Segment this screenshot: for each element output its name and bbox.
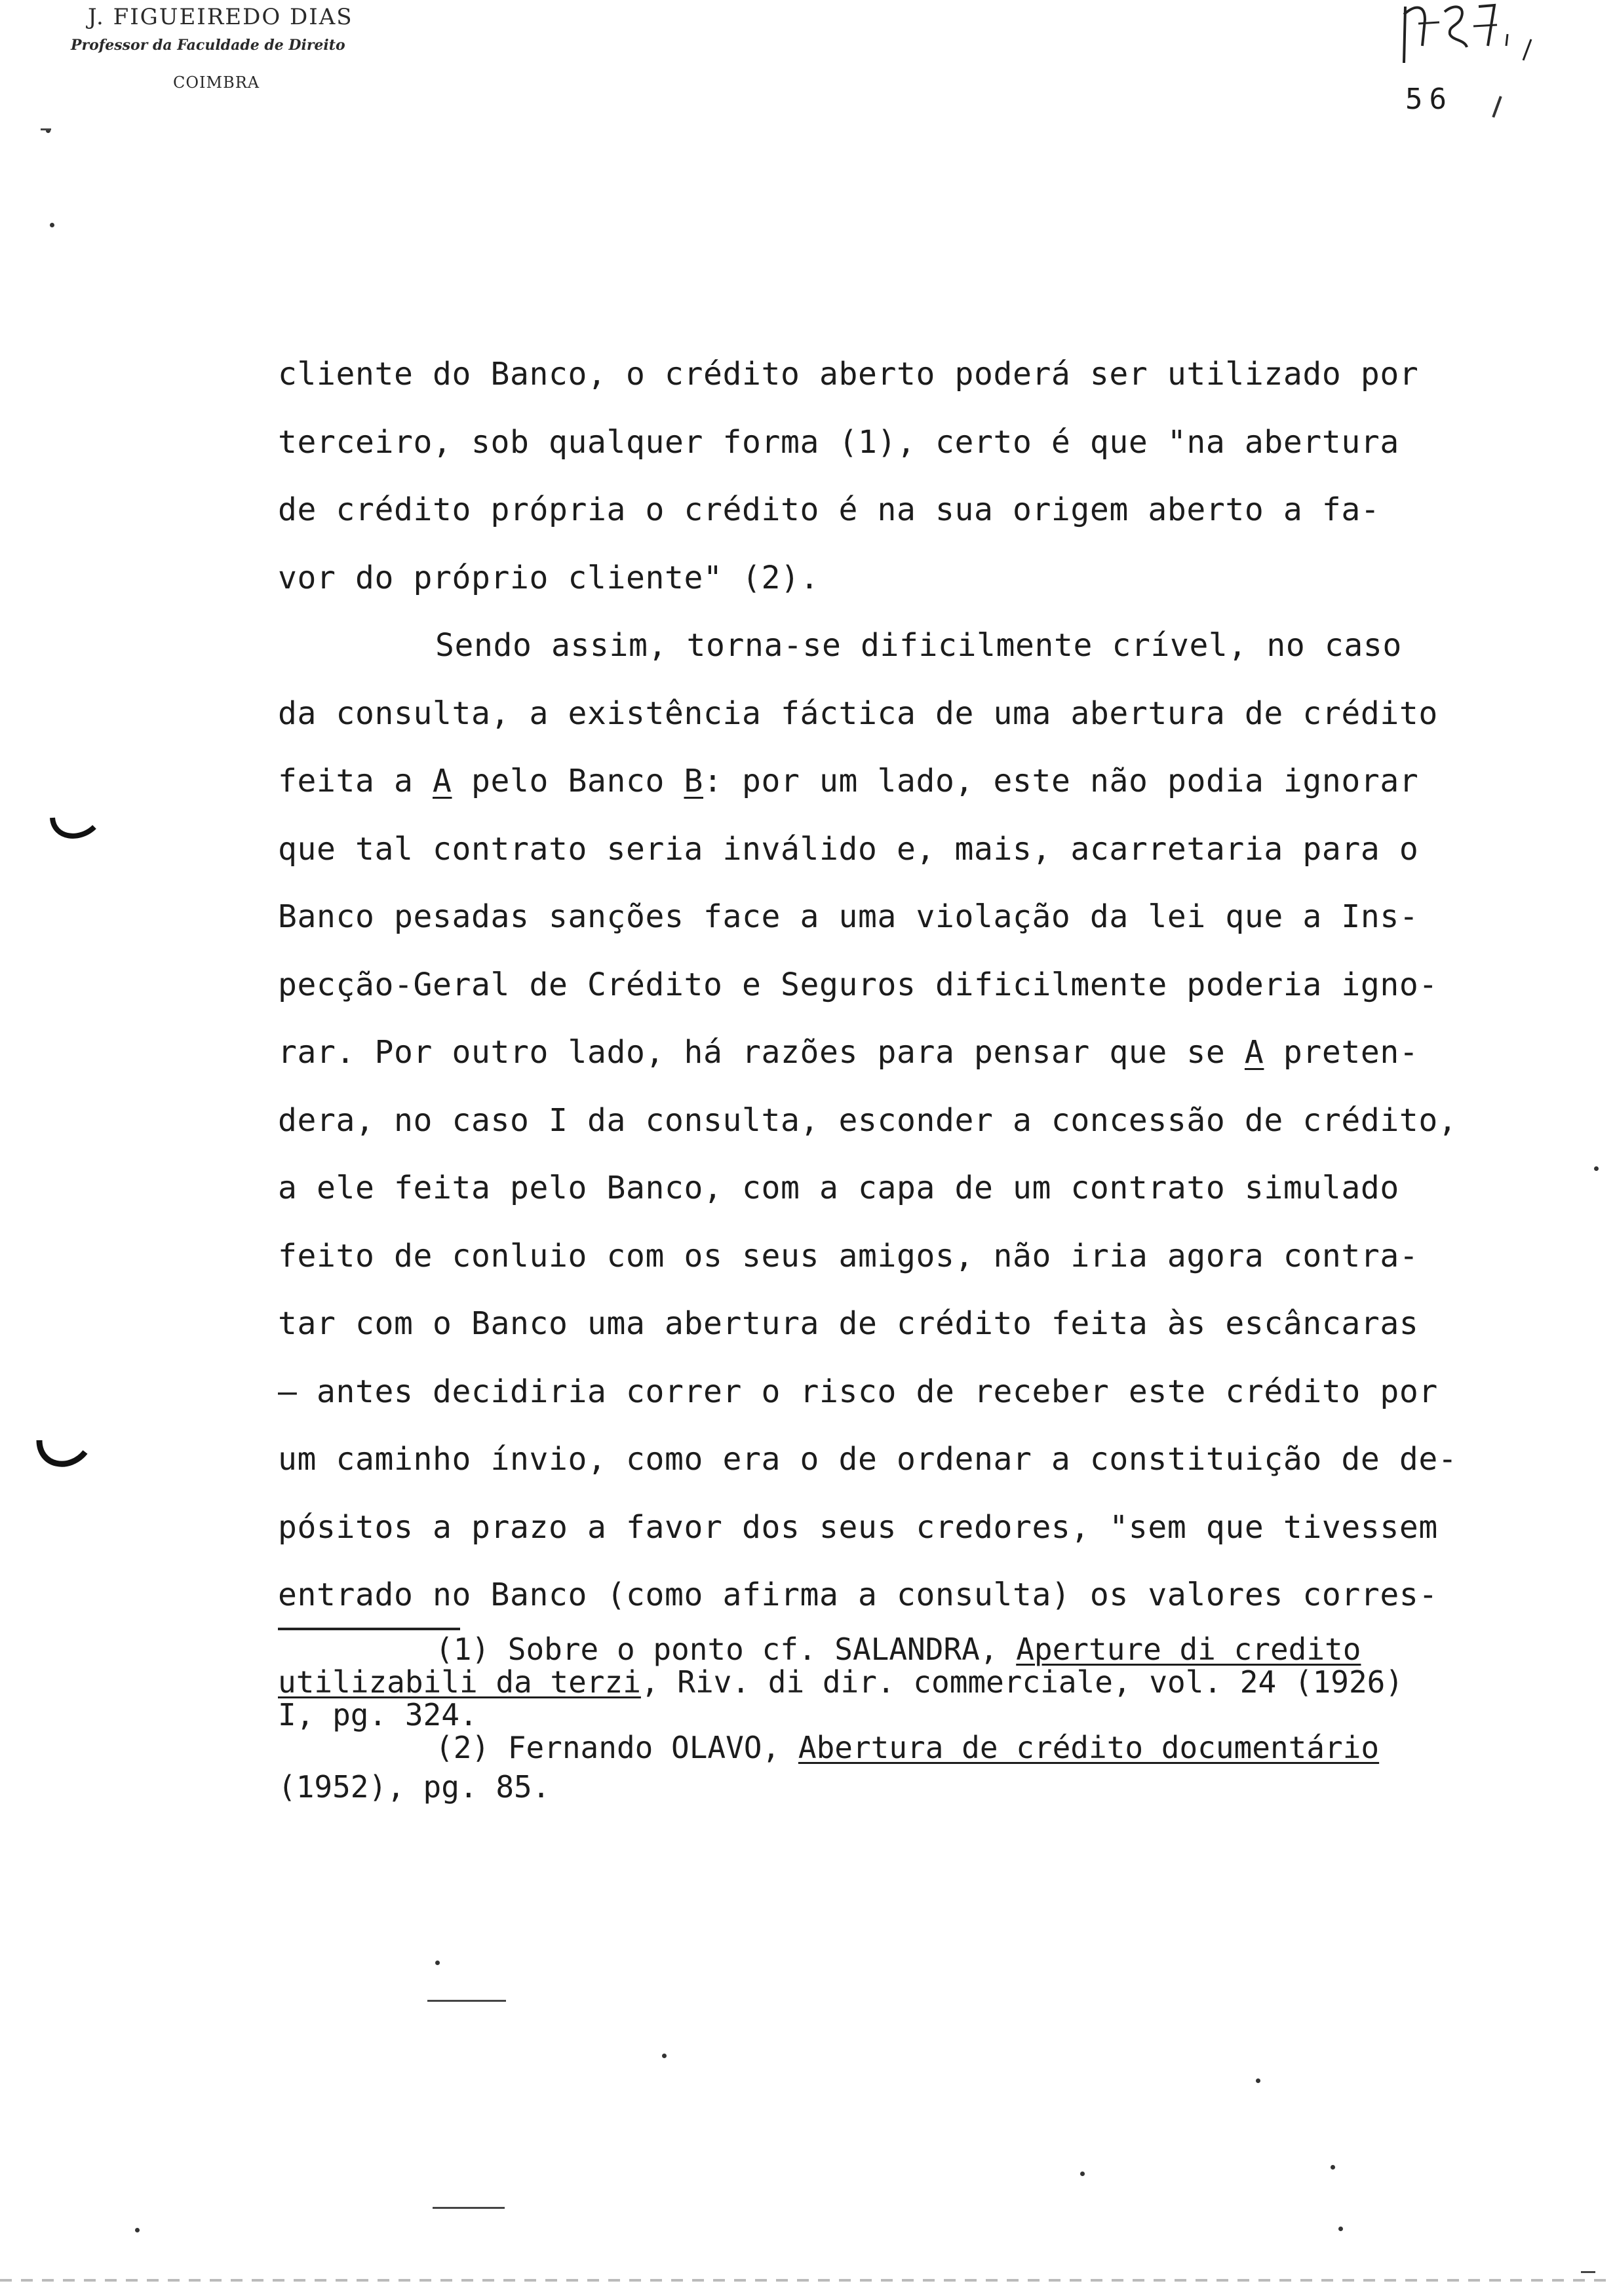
footnote-1-cont xyxy=(278,1666,1523,1698)
footnote-text: (2) Fernando OLAVO, xyxy=(435,1730,798,1765)
body-text xyxy=(278,341,1510,1630)
text-line: um caminho ínvio, como era o de ordenar a constituição de de- xyxy=(278,1441,1458,1478)
footnote-title: Abertura de crédito documentário xyxy=(798,1730,1380,1765)
underlined-letter-b: B xyxy=(684,763,703,799)
text-line: feito de conluio com os seus amigos, não iria agora contra- xyxy=(278,1237,1419,1274)
text-line: vor do próprio cliente" (2). xyxy=(278,559,819,596)
letterhead-title: Professor da Faculdade de Direito xyxy=(71,37,345,54)
binder-hole-mark-icon xyxy=(47,813,100,852)
scan-speck xyxy=(50,223,54,227)
text-line: tar com o Banco uma abertura de crédito feita às escâncaras xyxy=(278,1305,1419,1342)
text-fragment: feita a xyxy=(278,763,433,799)
handwritten-mark-icon xyxy=(1396,0,1547,72)
footnote-1-end: I, pg. 324. xyxy=(278,1697,478,1732)
scan-speck xyxy=(1331,2165,1335,2170)
letterhead-name: J. FIGUEIREDO DIAS xyxy=(88,4,353,30)
text-line: dera, no caso I da consulta, esconder a concessão de crédito, xyxy=(278,1101,1458,1139)
text-line: pósitos a prazo a favor dos seus credores, "sem que tivessem xyxy=(278,1508,1438,1546)
text-line: a ele feita pelo Banco, com a capa de um contrato simulado xyxy=(278,1170,1399,1206)
scan-dash xyxy=(433,2207,505,2209)
scan-dash xyxy=(1581,2271,1595,2273)
text-line: pecção-Geral de Crédito e Seguros dificilmente poderia igno- xyxy=(278,966,1438,1003)
text-line: entrado no Banco (como afirma a consulta) os valores corres- xyxy=(278,1577,1438,1613)
footnote-title: Aperture di credito xyxy=(1016,1632,1361,1667)
footnote-2 xyxy=(278,1731,1523,1764)
footnote-text: (1) Sobre o ponto cf. SALANDRA, xyxy=(435,1632,1017,1667)
text-line: de crédito própria o crédito é na sua origem aberto a fa- xyxy=(278,491,1380,528)
text-line: Banco pesadas sanções face a uma violação da lei que a Ins- xyxy=(278,898,1419,935)
text-line xyxy=(278,1019,1510,1087)
scan-speck xyxy=(1080,2172,1085,2176)
footnote-divider xyxy=(278,1628,460,1630)
text-fragment: rar. Por outro lado, há razões para pensar que se xyxy=(278,1034,1245,1071)
scan-dash xyxy=(427,2000,506,2002)
text-line xyxy=(278,748,1510,816)
text-fragment: : por um lado, este não podia ignorar xyxy=(703,763,1419,799)
text-line: terceiro, sob qualquer forma (1), certo é que "na abertura xyxy=(278,423,1399,461)
underlined-letter-a: A xyxy=(433,763,452,799)
footnote-text: , Riv. di dir. commerciale, vol. 24 (1926) xyxy=(640,1664,1404,1700)
underlined-letter-a: A xyxy=(1244,1034,1264,1071)
letterhead-city: COIMBRA xyxy=(173,73,260,92)
text-line: que tal contrato seria inválido e, mais, acarretaria para o xyxy=(278,830,1419,868)
binder-hole-mark-icon xyxy=(33,1435,92,1481)
scan-speck xyxy=(1338,2227,1343,2231)
letterhead xyxy=(42,0,435,98)
footnote-title: utilizabili da terzi xyxy=(278,1664,641,1700)
text-line: da consulta, a existência fáctica de uma abertura de crédito xyxy=(278,695,1438,732)
scan-speck xyxy=(135,2228,140,2232)
text-line: cliente do Banco, o crédito aberto poderá ser utilizado por xyxy=(278,356,1419,392)
text-fragment: preten- xyxy=(1264,1034,1419,1071)
scan-speck xyxy=(1256,2078,1260,2083)
page-number: 56 xyxy=(1405,83,1453,116)
footnote-1 xyxy=(278,1633,1523,1666)
footnotes xyxy=(278,1633,1523,1810)
scan-speck xyxy=(435,1961,440,1965)
footnote-2-end: (1952), pg. 85. xyxy=(278,1769,551,1805)
scan-speck xyxy=(1594,1166,1599,1171)
scan-dash xyxy=(41,128,51,130)
text-line-paragraph-start: Sendo assim, torna-se dificilmente crível, no caso xyxy=(435,627,1402,664)
page-number-tick xyxy=(1492,96,1502,117)
scan-bottom-edge xyxy=(0,2279,1615,2282)
scan-speck xyxy=(662,2054,667,2058)
text-line: — antes decidiria correr o risco de receber este crédito por xyxy=(278,1373,1438,1410)
text-fragment: pelo Banco xyxy=(452,763,684,799)
